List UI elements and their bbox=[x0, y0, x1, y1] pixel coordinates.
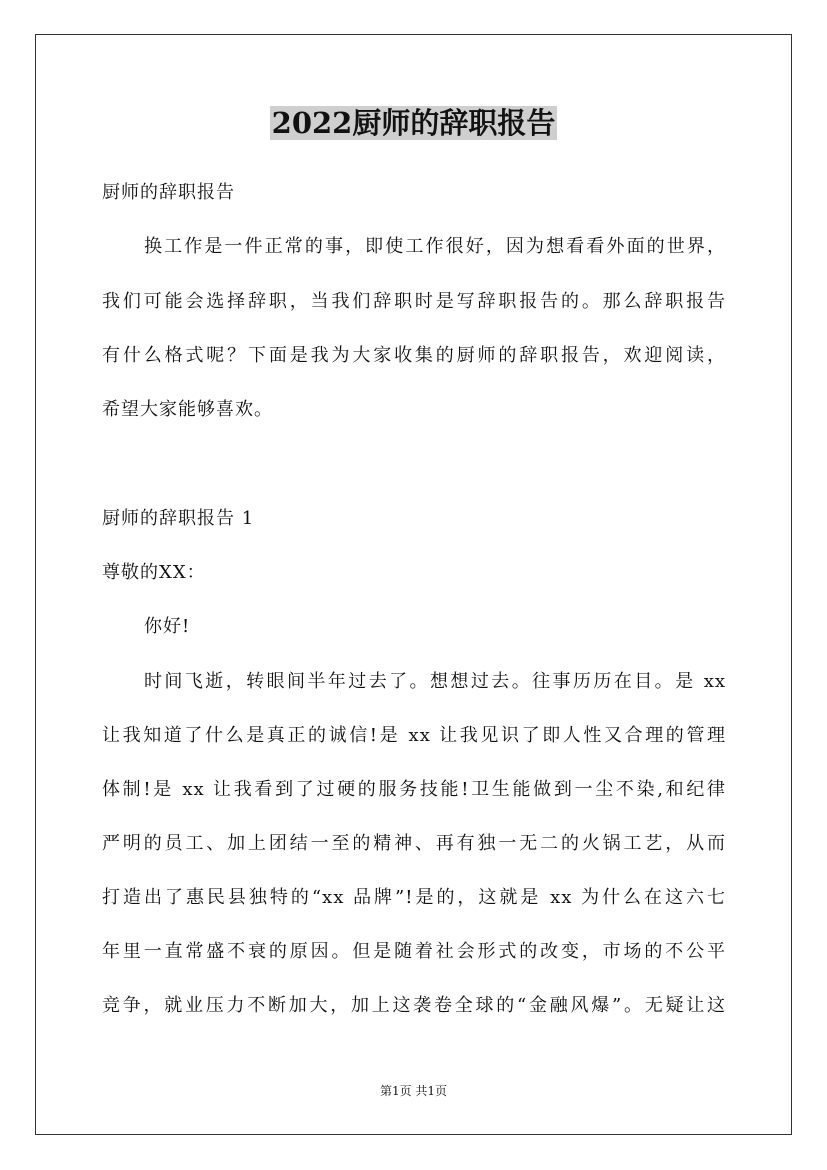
intro-line: 我们可能会选择辞职，当我们辞职时是写辞职报告的。那么辞职报告 bbox=[102, 291, 726, 312]
body-line: 打造出了惠民县独特的“xx 品牌”!是的，这就是 xx 为什么在这六七 bbox=[102, 887, 726, 908]
body-line: 竞争，就业压力不断加大，加上这袭卷全球的“金融风爆”。无疑让这 bbox=[102, 995, 726, 1016]
body-line: 年里一直常盛不衰的原因。但是随着社会形式的改变，市场的不公平 bbox=[102, 941, 726, 962]
section-heading: 厨师的辞职报告 1 bbox=[102, 508, 255, 529]
intro-line: 希望大家能够喜欢。 bbox=[102, 399, 273, 420]
document-title bbox=[0, 103, 827, 143]
intro-line: 换工作是一件正常的事，即使工作很好，因为想看看外面的世界， bbox=[144, 236, 726, 257]
body-line: 严明的员工、加上团结一至的精神、再有独一无二的火锅工艺，从而 bbox=[102, 833, 726, 854]
page-number-label: 第1页 共1页 bbox=[379, 1084, 448, 1098]
salutation: 尊敬的XX： bbox=[102, 562, 206, 583]
body-line: 时间飞逝，转眼间半年过去了。想想过去。往事历历在目。是 xx bbox=[144, 671, 726, 692]
greeting: 你好! bbox=[144, 616, 191, 637]
body-line: 让我知道了什么是真正的诚信!是 xx 让我见识了即人性又合理的管理 bbox=[102, 725, 726, 746]
document-title-text: 2022厨师的辞职报告 bbox=[271, 106, 556, 140]
document-subtitle: 厨师的辞职报告 bbox=[102, 182, 235, 203]
page-footer bbox=[0, 1083, 827, 1099]
body-line: 体制!是 xx 让我看到了过硬的服务技能!卫生能做到一尘不染,和纪律 bbox=[102, 779, 726, 800]
intro-line: 有什么格式呢？下面是我为大家收集的厨师的辞职报告，欢迎阅读， bbox=[102, 345, 726, 366]
